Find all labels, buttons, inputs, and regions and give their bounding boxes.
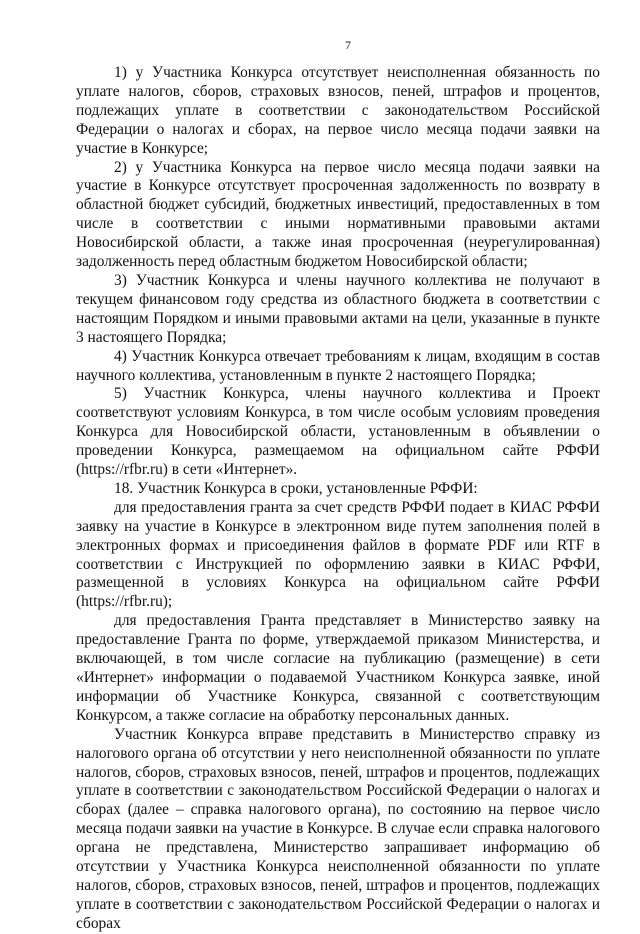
page-number: 7 xyxy=(345,38,351,52)
paragraph-clause-18: 18. Участник Конкурса в сроки, установленные РФФИ: xyxy=(114,479,478,497)
paragraph-item-4: 4) Участник Конкурса отвечает требованиям к лицам, входящим в состав научного коллектива, установленным в пункте 2 настоящего Порядка; xyxy=(76,347,600,384)
paragraph-item-1: 1) у Участника Конкурса отсутствует неисполненная обязанность по уплате налогов, сборов, страховых взносов, пеней, штрафов и процентов, подлежащих уплате в соответствии с законодательством Российской Федерации о налогах и сборах, на первое число месяца подачи заявки на участие в Конкурсе; xyxy=(76,64,600,157)
paragraph-rffi-application: для предоставления гранта за счет средств РФФИ подает в КИАС РФФИ заявку на участие в Конкурсе в электронном виде путем заполнения полей в электронных формах и присоединения файлов в формате PDF или RTF в соответствии с Инструкцией по оформлению заявки в КИАС РФФИ, размещенной в условиях Конкурса на официальном сайте РФФИ (https://rfbr.ru); xyxy=(76,498,600,611)
paragraph-ministry-application: для предоставления Гранта представляет в Министерство заявку на предоставление Гранта по форме, утверждаемой приказом Министерства, и включающей, в том числе согласие на публикацию (размещение) в сети «Интернет» информации о подаваемой Участником Конкурса заявке, иной информации об Участнике Конкурса, связанной с соответствующим Конкурсом, а также согласие на обработку персональных данных. xyxy=(76,612,600,724)
paragraph-item-3: 3) Участник Конкурса и члены научного коллектива не получают в текущем финансовом году средства из областного бюджета в соответствии с настоящим Порядком и иными правовыми актами на цели, указанные в пункте 3 настоящего Порядка; xyxy=(76,271,600,346)
paragraph-item-5: 5) Участник Конкурса, члены научного коллектива и Проект соответствуют условиям Конкурса, в том числе особым условиям проведения Конкурса для Новосибирской области, установленным в объявлении о проведении Конкурса, размещаемом на официальном сайте РФФИ (https://rfbr.ru) в сети «Интернет». xyxy=(76,385,600,479)
paragraph-tax-certificate: Участник Конкурса вправе представить в Министерство справку из налогового органа об отсутствии у него неисполненной обязанности по уплате налогов, сборов, страховых взносов, пеней, штрафов и процентов, подлежащих уплате в соответствии с законодательством Российской Федерации о налогах и сборах (далее – справка налогового органа), по состоянию на первое число месяца подачи заявки на участие в Конкурсе. В случае если справка налогового органа не представлена, Министерство запрашивает информацию об отсутствии у Участника Конкурса неисполненной обязанности по уплате налогов, сборов, страховых взносов, пеней, штрафов и процентов, подлежащих уплате в соответствии с законодательством Российской Федерации о налогах и сборах xyxy=(76,725,600,932)
document-body xyxy=(76,64,600,934)
paragraph-item-2: 2) у Участника Конкурса на первое число месяца подачи заявки на участие в Конкурсе отсутствует просроченная задолженность по возврату в областной бюджет субсидий, бюджетных инвестиций, предоставленных в том числе в соответствии с иными нормативными правовыми актами Новосибирской области, а также иная просроченная (неурегулированная) задолженность перед областным бюджетом Новосибирской области; xyxy=(76,158,600,271)
